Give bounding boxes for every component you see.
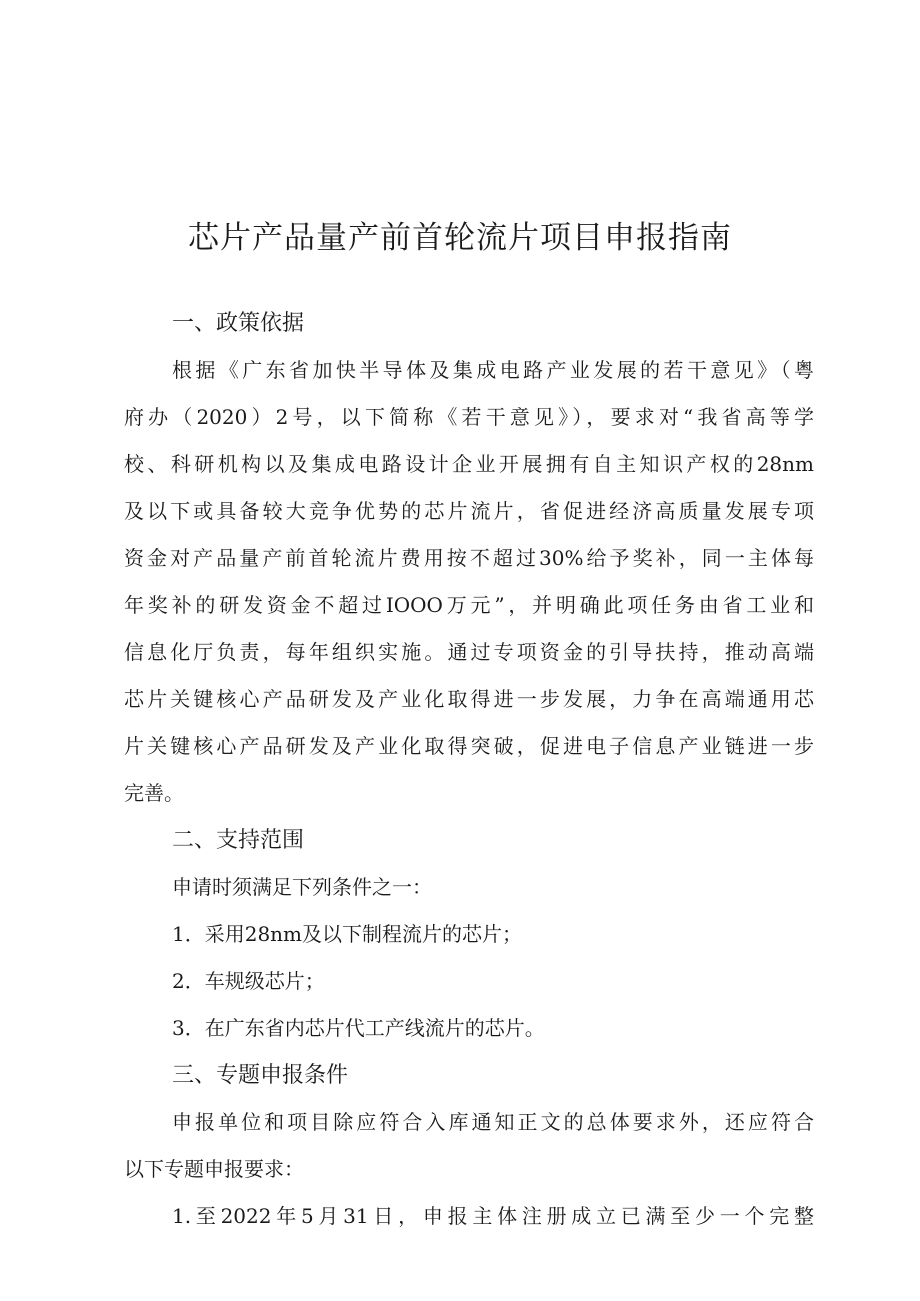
paragraph-line: 府办（2020）2号，以下简称《若干意见》），要求对“我省高等学 <box>124 405 814 429</box>
paragraph-line: 完善。 <box>124 781 184 805</box>
list-item: 2．车规级芯片； <box>172 969 325 993</box>
paragraph-line: 信息化厅负责，每年组织实施。通过专项资金的引导扶持，推动高端 <box>124 640 814 664</box>
paragraph-line: 以下专题申报要求： <box>124 1157 304 1181</box>
paragraph-line: 校、科研机构以及集成电路设计企业开展拥有自主知识产权的28nm <box>124 452 814 476</box>
paragraph-line: 根据《广东省加快半导体及集成电路产业发展的若干意见》（粤 <box>172 358 814 382</box>
list-item: 3．在广东省内芯片代工产线流片的芯片。 <box>172 1016 545 1040</box>
paragraph-line: 片关键核心产品研发及产业化取得突破，促进电子信息产业链进一步 <box>124 734 814 758</box>
section-heading-application-conditions: 三、专题申报条件 <box>172 1063 349 1088</box>
list-item: 1.至2022年5月31日，申报主体注册成立已满至少一个完整 <box>172 1204 814 1228</box>
paragraph-line: 资金对产品量产前首轮流片费用按不超过30%给予奖补，同一主体每 <box>124 546 814 570</box>
section-heading-support-scope: 二、支持范围 <box>172 828 305 853</box>
paragraph-line: 申报单位和项目除应符合入库通知正文的总体要求外，还应符合 <box>172 1110 814 1134</box>
paragraph-line: 申请时须满足下列条件之一： <box>172 875 432 899</box>
document-title: 芯片产品量产前首轮流片项目申报指南 <box>188 220 732 256</box>
section-heading-policy-basis: 一、政策依据 <box>172 311 305 336</box>
paragraph-line: 芯片关键核心产品研发及产业化取得进一步发展，力争在高端通用芯 <box>124 687 814 711</box>
list-item: 1．采用28nm及以下制程流片的芯片； <box>172 922 523 946</box>
paragraph-line: 及以下或具备较大竞争优势的芯片流片，省促进经济高质量发展专项 <box>124 499 814 523</box>
document-body <box>124 300 814 1240</box>
paragraph-line: 年奖补的研发资金不超过IOOO万元”，并明确此项任务由省工业和 <box>124 593 814 617</box>
